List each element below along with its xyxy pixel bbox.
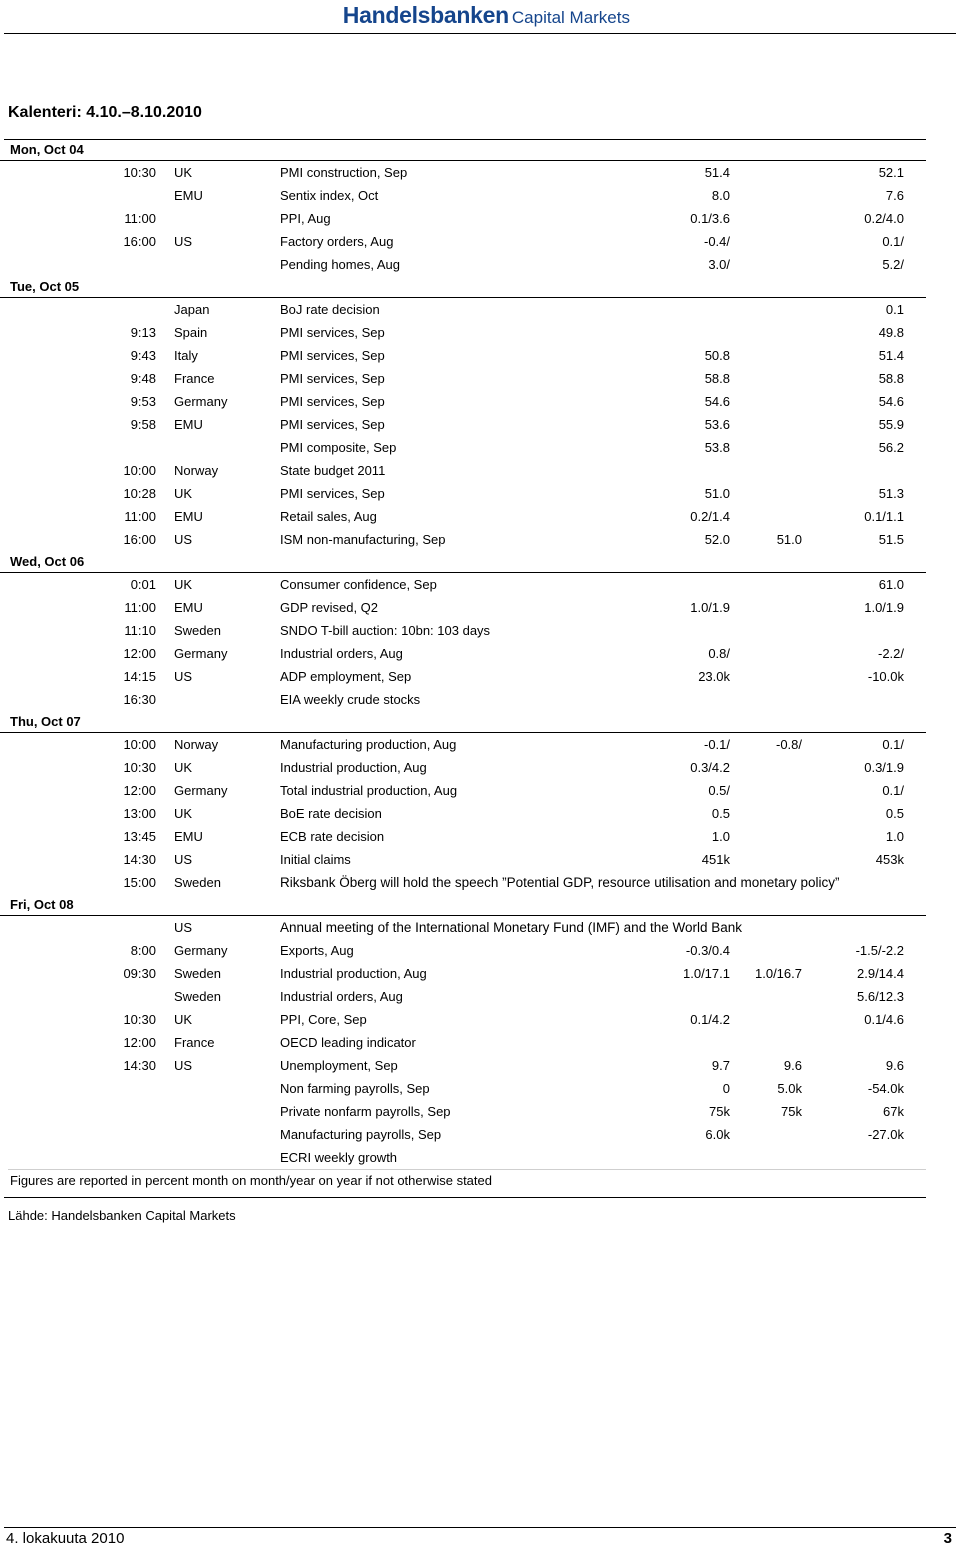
event-country: France bbox=[174, 1035, 215, 1050]
calendar-row bbox=[0, 505, 960, 528]
header-divider bbox=[4, 33, 956, 34]
calendar-row bbox=[0, 367, 960, 390]
day-header: Wed, Oct 06 bbox=[0, 551, 926, 573]
event-name: Exports, Aug bbox=[280, 943, 354, 958]
event-name: Manufacturing production, Aug bbox=[280, 737, 457, 752]
source-note: Lähde: Handelsbanken Capital Markets bbox=[8, 1208, 236, 1223]
previous-value: 58.8 bbox=[878, 371, 904, 386]
event-name: Initial claims bbox=[280, 852, 351, 867]
event-country: Germany bbox=[174, 943, 228, 958]
event-name: Non farming payrolls, Sep bbox=[280, 1081, 430, 1096]
consensus-value: 5.0k bbox=[777, 1081, 802, 1096]
forecast-value: 0 bbox=[722, 1081, 730, 1096]
forecast-value: -0.1/ bbox=[703, 737, 730, 752]
previous-value: 0.2/4.0 bbox=[864, 211, 904, 226]
forecast-value: 50.8 bbox=[704, 348, 730, 363]
previous-value: 1.0/1.9 bbox=[864, 600, 904, 615]
event-name: Private nonfarm payrolls, Sep bbox=[280, 1104, 451, 1119]
event-time: 8:00 bbox=[130, 943, 156, 958]
forecast-value: -0.4/ bbox=[703, 234, 730, 249]
calendar-row bbox=[0, 779, 960, 802]
event-time: 15:00 bbox=[123, 875, 156, 890]
event-time: 13:45 bbox=[123, 829, 156, 844]
forecast-value: 75k bbox=[709, 1104, 730, 1119]
forecast-value: 51.4 bbox=[704, 165, 730, 180]
forecast-value: 6.0k bbox=[705, 1127, 730, 1142]
event-name: PPI, Core, Sep bbox=[280, 1012, 367, 1027]
brand-suffix: Capital Markets bbox=[511, 8, 630, 27]
previous-value: 453k bbox=[875, 852, 904, 867]
event-country: EMU bbox=[174, 509, 203, 524]
calendar-row bbox=[0, 825, 960, 848]
event-country: UK bbox=[174, 806, 193, 821]
calendar-row bbox=[0, 482, 960, 505]
forecast-value: 51.0 bbox=[704, 486, 730, 501]
event-time: 10:00 bbox=[123, 737, 156, 752]
previous-value: 0.1/4.6 bbox=[864, 1012, 904, 1027]
forecast-value: 3.0/ bbox=[708, 257, 730, 272]
event-country: Sweden bbox=[174, 623, 221, 638]
forecast-value: 52.0 bbox=[704, 532, 730, 547]
forecast-value: 0.3/4.2 bbox=[690, 760, 730, 775]
previous-value: 2.9/14.4 bbox=[857, 966, 904, 981]
calendar-row bbox=[0, 573, 960, 596]
event-name: BoE rate decision bbox=[280, 806, 382, 821]
event-country: Italy bbox=[174, 348, 198, 363]
event-country: UK bbox=[174, 760, 193, 775]
event-country: US bbox=[174, 1058, 193, 1073]
event-time: 9:58 bbox=[130, 417, 156, 432]
calendar-row bbox=[0, 733, 960, 756]
previous-value: 0.1/ bbox=[882, 737, 904, 752]
forecast-value: 0.1/4.2 bbox=[690, 1012, 730, 1027]
forecast-value: 53.8 bbox=[704, 440, 730, 455]
calendar-row bbox=[0, 344, 960, 367]
calendar-row bbox=[0, 1123, 960, 1146]
day-header: Thu, Oct 07 bbox=[0, 711, 926, 733]
forecast-value: 23.0k bbox=[698, 669, 730, 684]
calendar-row bbox=[0, 619, 960, 642]
event-name: Sentix index, Oct bbox=[280, 188, 379, 203]
event-name: PMI construction, Sep bbox=[280, 165, 408, 180]
event-time: 10:00 bbox=[123, 463, 156, 478]
event-country: EMU bbox=[174, 600, 203, 615]
event-country: France bbox=[174, 371, 215, 386]
previous-value: -10.0k bbox=[867, 669, 904, 684]
event-country: Germany bbox=[174, 394, 228, 409]
event-name: Industrial orders, Aug bbox=[280, 646, 403, 661]
event-country: UK bbox=[174, 486, 193, 501]
calendar-row bbox=[0, 413, 960, 436]
event-country: Sweden bbox=[174, 989, 221, 1004]
event-time: 13:00 bbox=[123, 806, 156, 821]
event-time: 9:43 bbox=[130, 348, 156, 363]
calendar-row bbox=[0, 390, 960, 413]
event-time: 9:48 bbox=[130, 371, 156, 386]
day-header: Fri, Oct 08 bbox=[0, 894, 926, 916]
calendar-row bbox=[0, 1077, 960, 1100]
forecast-value: 53.6 bbox=[704, 417, 730, 432]
event-name: Total industrial production, Aug bbox=[280, 783, 458, 798]
consensus-value: -0.8/ bbox=[775, 737, 802, 752]
previous-value: 0.1/ bbox=[882, 234, 904, 249]
document-title: Kalenteri: 4.10.–8.10.2010 bbox=[8, 104, 202, 121]
previous-value: 51.3 bbox=[878, 486, 904, 501]
forecast-value: -0.3/0.4 bbox=[685, 943, 730, 958]
event-name: PMI services, Sep bbox=[280, 325, 385, 340]
previous-value: 51.5 bbox=[878, 532, 904, 547]
calendar-row bbox=[0, 207, 960, 230]
previous-value: 1.0 bbox=[885, 829, 904, 844]
day-header: Tue, Oct 05 bbox=[0, 276, 926, 298]
event-name: Factory orders, Aug bbox=[280, 234, 394, 249]
event-time: 10:30 bbox=[123, 1012, 156, 1027]
previous-value: 0.1 bbox=[885, 302, 904, 317]
previous-value: 0.3/1.9 bbox=[864, 760, 904, 775]
event-name: ADP employment, Sep bbox=[280, 669, 412, 684]
event-country: Sweden bbox=[174, 966, 221, 981]
calendar-row bbox=[0, 298, 960, 321]
calendar-row bbox=[0, 1031, 960, 1054]
calendar-row bbox=[0, 642, 960, 665]
calendar-row bbox=[0, 756, 960, 779]
previous-value: -54.0k bbox=[867, 1081, 904, 1096]
calendar-row bbox=[0, 1008, 960, 1031]
previous-value: 5.6/12.3 bbox=[857, 989, 904, 1004]
consensus-value: 75k bbox=[781, 1104, 802, 1119]
forecast-value: 1.0 bbox=[711, 829, 730, 844]
calendar-row bbox=[0, 161, 960, 184]
brand-logo bbox=[343, 2, 630, 29]
forecast-value: 0.1/3.6 bbox=[690, 211, 730, 226]
footer-divider bbox=[4, 1527, 956, 1528]
event-name: Industrial production, Aug bbox=[280, 760, 427, 775]
event-name: GDP revised, Q2 bbox=[280, 600, 379, 615]
previous-value: 51.4 bbox=[878, 348, 904, 363]
forecast-value: 451k bbox=[701, 852, 730, 867]
event-name: PMI services, Sep bbox=[280, 348, 385, 363]
previous-value: 5.2/ bbox=[882, 257, 904, 272]
forecast-value: 1.0/1.9 bbox=[690, 600, 730, 615]
event-country: Norway bbox=[174, 737, 219, 752]
event-time: 10:28 bbox=[123, 486, 156, 501]
event-name: BoJ rate decision bbox=[280, 302, 380, 317]
calendar-row bbox=[0, 459, 960, 482]
calendar-row bbox=[0, 230, 960, 253]
forecast-value: 58.8 bbox=[704, 371, 730, 386]
calendar-row bbox=[0, 321, 960, 344]
forecast-value: 1.0/17.1 bbox=[683, 966, 730, 981]
event-time: 16:00 bbox=[123, 234, 156, 249]
event-time: 14:30 bbox=[123, 852, 156, 867]
calendar-row bbox=[0, 848, 960, 871]
previous-value: 52.1 bbox=[878, 165, 904, 180]
event-time: 12:00 bbox=[123, 1035, 156, 1050]
calendar-row bbox=[0, 1146, 960, 1169]
event-name: Unemployment, Sep bbox=[280, 1058, 398, 1073]
footer-date: 4. lokakuuta 2010 bbox=[6, 1530, 125, 1547]
event-name: State budget 2011 bbox=[280, 463, 386, 478]
previous-value: 67k bbox=[883, 1104, 904, 1119]
event-name: ECRI weekly growth bbox=[280, 1150, 398, 1165]
calendar-row bbox=[0, 596, 960, 619]
event-country: Spain bbox=[174, 325, 208, 340]
event-name: Pending homes, Aug bbox=[280, 257, 400, 272]
event-name: ISM non-manufacturing, Sep bbox=[280, 532, 446, 547]
event-name: PMI services, Sep bbox=[280, 486, 385, 501]
event-time: 9:53 bbox=[130, 394, 156, 409]
calendar-row bbox=[0, 916, 960, 939]
event-time: 9:13 bbox=[130, 325, 156, 340]
event-time: 09:30 bbox=[123, 966, 156, 981]
forecast-value: 8.0 bbox=[711, 188, 730, 203]
event-name: ECB rate decision bbox=[280, 829, 385, 844]
previous-value: 54.6 bbox=[878, 394, 904, 409]
previous-value: 0.5 bbox=[885, 806, 904, 821]
forecast-value: 0.5/ bbox=[708, 783, 730, 798]
previous-value: -27.0k bbox=[867, 1127, 904, 1142]
previous-value: 55.9 bbox=[878, 417, 904, 432]
forecast-value: 54.6 bbox=[704, 394, 730, 409]
previous-value: 0.1/ bbox=[882, 783, 904, 798]
event-name: Manufacturing payrolls, Sep bbox=[280, 1127, 442, 1142]
event-country: UK bbox=[174, 1012, 193, 1027]
event-time: 10:30 bbox=[123, 760, 156, 775]
consensus-value: 51.0 bbox=[776, 532, 802, 547]
event-country: EMU bbox=[174, 417, 203, 432]
calendar-row bbox=[0, 962, 960, 985]
event-country: US bbox=[174, 234, 193, 249]
calendar-row bbox=[0, 1054, 960, 1077]
event-calendar bbox=[0, 139, 960, 1223]
previous-value: -1.5/-2.2 bbox=[855, 943, 904, 958]
event-country: Norway bbox=[174, 463, 219, 478]
previous-value: 9.6 bbox=[885, 1058, 904, 1073]
event-name: PMI composite, Sep bbox=[280, 440, 397, 455]
event-name: PMI services, Sep bbox=[280, 394, 385, 409]
event-country: Japan bbox=[174, 302, 210, 317]
brand-name: Handelsbanken bbox=[342, 2, 509, 28]
previous-value: 7.6 bbox=[885, 188, 904, 203]
forecast-value: 9.7 bbox=[711, 1058, 730, 1073]
event-time: 11:00 bbox=[124, 600, 156, 615]
previous-value: -2.2/ bbox=[877, 646, 904, 661]
event-name: PMI services, Sep bbox=[280, 417, 385, 432]
previous-value: 56.2 bbox=[878, 440, 904, 455]
event-time: 12:00 bbox=[123, 646, 156, 661]
event-time: 11:10 bbox=[124, 623, 156, 638]
event-name: Annual meeting of the International Monetary Fund (IMF) and the World Bank bbox=[280, 920, 742, 935]
event-name: SNDO T-bill auction: 10bn: 103 days bbox=[280, 623, 491, 638]
event-name: PPI, Aug bbox=[280, 211, 331, 226]
forecast-value: 0.5 bbox=[711, 806, 730, 821]
event-country: US bbox=[174, 852, 193, 867]
event-time: 11:00 bbox=[124, 211, 156, 226]
event-name: Industrial orders, Aug bbox=[280, 989, 403, 1004]
calendar-row bbox=[0, 985, 960, 1008]
page-number: 3 bbox=[943, 1530, 952, 1547]
event-name: OECD leading indicator bbox=[280, 1035, 416, 1050]
event-name: Riksbank Öberg will hold the speech ”Potential GDP, resource utilisation and monetary policy” bbox=[280, 875, 840, 890]
footnote: Figures are reported in percent month on month/year on year if not otherwise stated bbox=[10, 1173, 492, 1188]
calendar-row bbox=[0, 436, 960, 459]
event-time: 12:00 bbox=[123, 783, 156, 798]
event-name: Consumer confidence, Sep bbox=[280, 577, 437, 592]
forecast-value: 0.2/1.4 bbox=[690, 509, 730, 524]
event-time: 10:30 bbox=[123, 165, 156, 180]
event-country: US bbox=[174, 532, 193, 547]
event-name: Industrial production, Aug bbox=[280, 966, 427, 981]
event-time: 11:00 bbox=[124, 509, 156, 524]
calendar-row bbox=[0, 184, 960, 207]
event-name: PMI services, Sep bbox=[280, 371, 385, 386]
previous-value: 0.1/1.1 bbox=[864, 509, 904, 524]
event-country: Germany bbox=[174, 646, 228, 661]
calendar-row bbox=[0, 688, 960, 711]
event-country: UK bbox=[174, 165, 193, 180]
event-country: EMU bbox=[174, 829, 203, 844]
consensus-value: 1.0/16.7 bbox=[755, 966, 802, 981]
calendar-row bbox=[0, 528, 960, 551]
previous-value: 49.8 bbox=[878, 325, 904, 340]
calendar-row bbox=[0, 871, 960, 894]
forecast-value: 0.8/ bbox=[708, 646, 730, 661]
event-country: EMU bbox=[174, 188, 203, 203]
event-country: Germany bbox=[174, 783, 228, 798]
event-country: US bbox=[174, 669, 193, 684]
event-name: Retail sales, Aug bbox=[280, 509, 377, 524]
event-time: 14:30 bbox=[123, 1058, 156, 1073]
calendar-row bbox=[0, 939, 960, 962]
calendar-row bbox=[0, 802, 960, 825]
event-time: 0:01 bbox=[130, 577, 156, 592]
event-time: 14:15 bbox=[123, 669, 156, 684]
consensus-value: 9.6 bbox=[783, 1058, 802, 1073]
day-header: Mon, Oct 04 bbox=[0, 139, 926, 161]
event-country: US bbox=[174, 920, 193, 935]
event-country: UK bbox=[174, 577, 193, 592]
previous-value: 61.0 bbox=[878, 577, 904, 592]
event-time: 16:30 bbox=[123, 692, 156, 707]
calendar-row bbox=[0, 665, 960, 688]
event-time: 16:00 bbox=[123, 532, 156, 547]
calendar-row bbox=[0, 1100, 960, 1123]
event-name: EIA weekly crude stocks bbox=[280, 692, 421, 707]
calendar-row bbox=[0, 253, 960, 276]
event-country: Sweden bbox=[174, 875, 221, 890]
